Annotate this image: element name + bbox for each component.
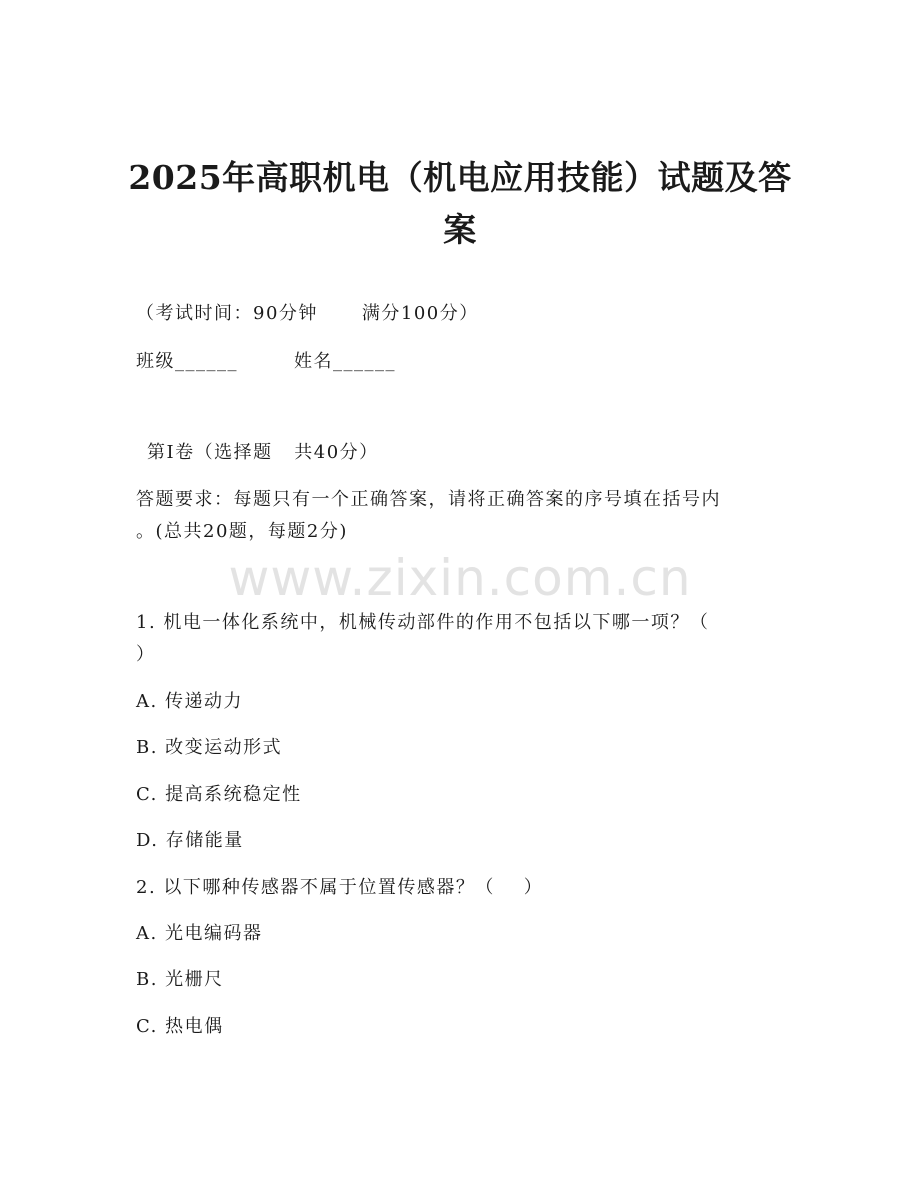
instruction-line-1: 答题要求：每题只有一个正确答案，请将正确答案的序号填在括号内: [136, 489, 721, 510]
document-title: [120, 152, 800, 256]
watermark: www.zixin.com.cn: [228, 549, 692, 607]
exam-time: （考试时间：90分钟: [136, 303, 318, 324]
question-2-option-c: C. 热电偶: [136, 1016, 224, 1037]
question-2-stem: 2. 以下哪种传感器不属于位置传感器？（ ）: [136, 877, 544, 898]
name-field[interactable]: 姓名______: [294, 351, 396, 372]
student-fields: [136, 350, 396, 374]
question-2-option-a: A. 光电编码器: [136, 923, 263, 944]
question-1-stem-line-2: ）: [136, 644, 156, 665]
exam-score: 满分100分）: [361, 303, 479, 324]
title-line-1: 2025年高职机电（机电应用技能）试题及答: [128, 158, 792, 197]
exam-info: [136, 302, 479, 326]
instruction-line-2: 。(总共20题，每题2分): [136, 521, 348, 542]
question-1-option-a: A. 传递动力: [136, 691, 243, 712]
section-heading: 第I卷（选择题 共40分）: [147, 442, 379, 463]
question-1-option-c: C. 提高系统稳定性: [136, 784, 302, 805]
question-1-option-d: D. 存储能量: [136, 830, 244, 851]
class-field[interactable]: 班级______: [136, 351, 238, 372]
question-1-option-b: B. 改变运动形式: [136, 737, 283, 758]
question-1-stem-line-1: 1. 机电一体化系统中，机械传动部件的作用不包括以下哪一项？（: [136, 612, 710, 633]
title-line-2: 案: [443, 210, 477, 249]
question-2-option-b: B. 光栅尺: [136, 969, 224, 990]
